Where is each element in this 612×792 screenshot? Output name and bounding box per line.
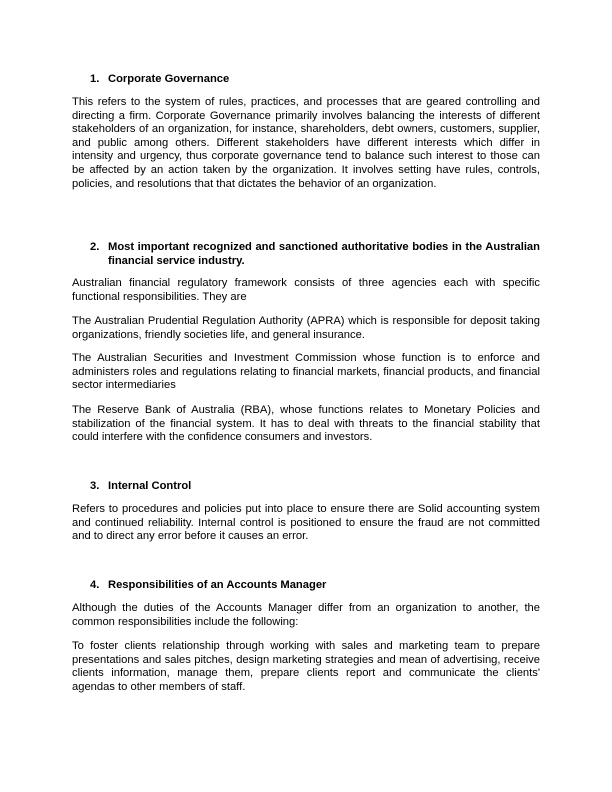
section-1-heading [90,72,540,86]
section-2-paragraph-1: Australian financial regulatory framework consists of three agencies each with specific functional responsibilities. They are [72,277,540,303]
section-3-title: Internal Control [108,480,192,492]
section-2-heading [90,240,540,268]
section-2-paragraph-3: The Australian Securities and Investment Commission whose function is to enforce and administers roles and regulations relating to financial markets, financial products, and financial sector intermediaries [72,352,540,392]
section-1-paragraph-1: This refers to the system of rules, practices, and processes that are geared controlling and directing a firm. Corporate Governance primarily involves balancing the interests of different stakeholders of an organization, for instance, shareholders, debt owners, customers, supplier, and public among others. Different stakeholders have different interests which differ in intensity and urgency, thus corporate governance tend to balance such interest to those can be affected by an action taken by the organization. It involves setting have rules, controls, policies, and resolutions that that dictates the behavior of an organization. [72,96,540,190]
section-4-paragraph-2: To foster clients relationship through working with sales and marketing team to prepare presentations and sales pitches, design marketing strategies and mean of advertising, receive clients information, manage them, prepare clients report and communicate the clients' agendas to other members of staff. [72,640,540,693]
section-1-number: 1. [90,73,100,85]
section-4-number: 4. [90,579,100,591]
section-3-number: 3. [90,480,100,492]
section-2-paragraph-4: The Reserve Bank of Australia (RBA), whose functions relates to Monetary Policies and stabilization of the financial system. It has to deal with threats to the financial stability that could interfere with the confidence consumers and investors. [72,404,540,444]
section-3-heading [90,479,540,493]
section-2-paragraph-2: The Australian Prudential Regulation Authority (APRA) which is responsible for deposit taking organizations, friendly societies life, and general insurance. [72,315,540,341]
section-2-title: Most important recognized and sanctioned authoritative bodies in the Australian financial service industry. [108,241,540,267]
section-4-title: Responsibilities of an Accounts Manager [108,579,327,591]
section-2-number: 2. [90,241,100,253]
section-1-title: Corporate Governance [108,73,230,85]
section-4-paragraph-1: Although the duties of the Accounts Manager differ from an organization to another, the common responsibilities include the following: [72,602,540,628]
section-3-paragraph-1: Refers to procedures and policies put into place to ensure there are Solid accounting system and continued reliability. Internal control is positioned to ensure the fraud are not committed and to direct any error before it causes an error. [72,503,540,543]
section-4-heading [90,578,540,592]
